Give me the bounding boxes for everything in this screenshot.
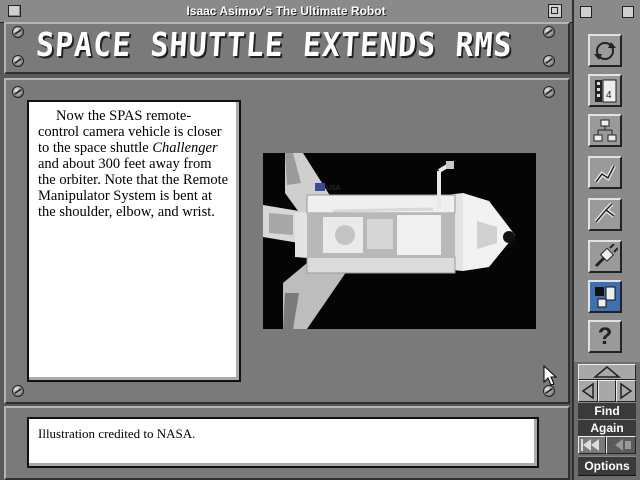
help-glyph: ? (597, 322, 613, 350)
back-icon (607, 437, 635, 453)
screw-icon (543, 26, 555, 38)
screw-icon (12, 385, 24, 397)
zoom-box-icon[interactable] (548, 4, 562, 18)
shuttle-name: Challenger (152, 140, 218, 156)
sidebar-close-icon[interactable] (580, 6, 592, 18)
up-arrow-button[interactable] (578, 364, 636, 380)
screw-icon (543, 86, 555, 98)
left-arrow-button[interactable] (578, 380, 598, 402)
tool-sidebar (572, 0, 640, 362)
navigation-panel (572, 362, 640, 480)
multimedia-icon[interactable] (588, 280, 622, 313)
mouse-cursor-icon (543, 365, 557, 387)
space-shuttle-illustration (263, 153, 536, 329)
caption-box (27, 417, 539, 468)
screw-icon (12, 86, 24, 98)
sidebar-header (576, 2, 638, 22)
hierarchy-chart-icon[interactable] (588, 114, 622, 147)
options-button[interactable]: Options (578, 456, 636, 476)
body-text-box (27, 100, 241, 382)
caption-text: Illustration credited to NASA. (38, 426, 196, 441)
page-title: SPACE SHUTTLE EXTENDS RMS (34, 26, 514, 65)
body-text: Now the SPAS remote-control camera vehicle is closer to the space shuttle Challenger and about 300 feet away from the orbiter. Note that the Remote Manipulator System is bent at the shoulder, elbow, and wrist. (38, 108, 229, 220)
rewind-icon (579, 437, 605, 453)
circular-arrows-icon[interactable] (588, 34, 622, 67)
plug-icon[interactable] (588, 240, 622, 273)
play-button[interactable] (606, 436, 636, 454)
sidebar-zoom-icon[interactable] (622, 6, 634, 18)
left-arrow-icon (579, 381, 597, 401)
gripper-icon[interactable] (588, 198, 622, 231)
robot-arm-icon[interactable] (588, 156, 622, 189)
film-page-number: 4 (606, 89, 612, 101)
right-arrow-icon (617, 381, 635, 401)
right-arrow-button[interactable] (616, 380, 636, 402)
find-button[interactable]: Find (578, 402, 636, 420)
window-title-bar[interactable] (0, 0, 640, 23)
svg-text:USA: USA (326, 185, 341, 192)
up-arrow-icon (579, 365, 635, 379)
again-button[interactable]: Again (578, 419, 636, 437)
space-shuttle-photo (263, 153, 536, 329)
help-icon[interactable] (588, 320, 622, 353)
film-page-icon[interactable] (588, 74, 622, 107)
rewind-button[interactable] (578, 436, 606, 454)
center-button[interactable] (598, 380, 616, 402)
screw-icon (12, 26, 24, 38)
window-title: Isaac Asimov's The Ultimate Robot (186, 4, 386, 18)
screw-icon (12, 55, 24, 67)
screw-icon (543, 55, 555, 67)
